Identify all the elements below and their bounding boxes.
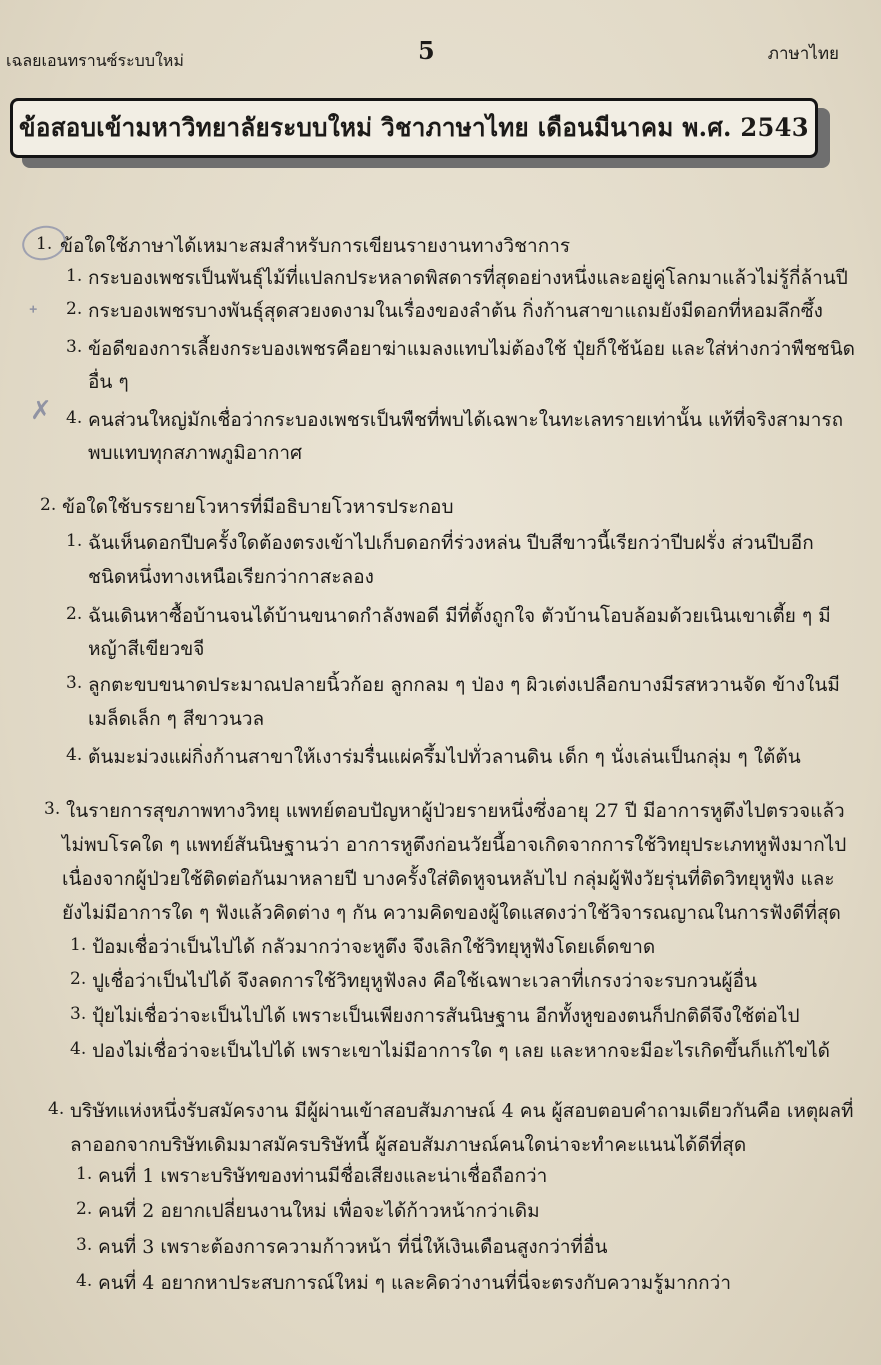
choice-number: 2. (70, 969, 87, 989)
choice-text-line: คนที่ 2 อยากเปลี่ยนงานใหม่ เพื่อจะได้ก้าวหน้ากว่าเดิม (98, 1200, 540, 1222)
choice-text-line: ฉันเห็นดอกปีบครั้งใดต้องตรงเข้าไปเก็บดอกที่ร่วงหล่น ปีบสีขาวนี้เรียกว่าปีบฝรั่ง ส่วนปีบอีก (88, 532, 814, 554)
choice-number: 3. (66, 337, 83, 357)
choice-text-line: ต้นมะม่วงแผ่กิ่งก้านสาขาให้เงาร่มรื่นแผ่ครึ้มไปทั่วลานดิน เด็ก ๆ นั่งเล่นเป็นกลุ่ม ๆ ใต้ต้น (88, 746, 801, 768)
choice-text-line: ปูเชื่อว่าเป็นไปได้ จึงลดการใช้วิทยุหูฟังลง คือใช้เฉพาะเวลาที่เกรงว่าจะรบกวนผู้อื่น (92, 970, 758, 992)
choice-text-line: คนที่ 4 อยากหาประสบการณ์ใหม่ ๆ และคิดว่างานที่นี่จะตรงกับความรู้มากกว่า (98, 1272, 732, 1294)
question-stem-line: ไม่พบโรคใด ๆ แพทย์สันนิษฐานว่า อาการหูตึงก่อนวัยนี้อาจเกิดจากการใช้วิทยุประเภทหูฟังมากไป (62, 834, 847, 856)
choice-number: 3. (76, 1235, 93, 1255)
choice-text-line: ชนิดหนึ่งทางเหนือเรียกว่ากาสะลอง (88, 566, 374, 588)
choice-text-line: หญ้าสีเขียวขจี (88, 638, 205, 660)
choice-number: 1. (70, 935, 87, 955)
choice-text-line: ปุ้ยไม่เชื่อว่าจะเป็นไปได้ เพราะเป็นเพียงการสันนิษฐาน อีกทั้งหูของตนก็ปกติดีจึงใช้ต่อไป (92, 1005, 800, 1027)
choice-text-line: ป้อมเชื่อว่าเป็นไปได้ กลัวมากว่าจะหูตึง จึงเลิกใช้วิทยุหูฟังโดยเด็ดขาด (92, 936, 656, 958)
running-header-left: เฉลยเอนทรานซ์ระบบใหม่ (6, 51, 184, 70)
question-number: 4. (48, 1099, 65, 1119)
question-number: 1. (36, 234, 53, 254)
question-stem-line: ในรายการสุขภาพทางวิทยุ แพทย์ตอบปัญหาผู้ป่วยรายหนึ่งซึ่งอายุ 27 ปี มีอาการหูตึงไปตรวจแล้ว (66, 800, 845, 822)
question-stem-line: เนื่องจากผู้ป่วยใช้ติดต่อกันมาหลายปี บางครั้งใส่ติดหูจนหลับไป กลุ่มผู้ฟังวัยรุ่นที่ติดวิทยุหูฟัง และ (62, 868, 835, 890)
choice-number: 4. (70, 1039, 87, 1059)
choice-text-line: คนที่ 3 เพราะต้องการความก้าวหน้า ที่นี่ให้เงินเดือนสูงกว่าที่อื่น (98, 1236, 608, 1258)
choice-text-line: เมล็ดเล็ก ๆ สีขาวนวล (88, 708, 265, 730)
pen-tick-mark: ᐩ (28, 300, 39, 330)
choice-text-line: คนที่ 1 เพราะบริษัทของท่านมีชื่อเสียงและน่าเชื่อถือกว่า (98, 1165, 548, 1187)
choice-number: 4. (76, 1271, 93, 1291)
question-number: 3. (44, 799, 61, 819)
choice-number: 1. (66, 531, 83, 551)
question-stem-line: ข้อใดใช้บรรยายโวหารที่มีอธิบายโวหารประกอบ (62, 496, 454, 518)
question-stem-line: ยังไม่มีอาการใด ๆ ฟังแล้วคิดต่าง ๆ กัน ความคิดของผู้ใดแสดงว่าใช้วิจารณญาณในการฟังดีที่สุด (62, 902, 841, 924)
pen-cross-mark: ✗ (30, 396, 52, 426)
choice-number: 2. (66, 604, 83, 624)
choice-text-line: ลูกตะขบขนาดประมาณปลายนิ้วก้อย ลูกกลม ๆ ป่อง ๆ ผิวเต่งเปลือกบางมีรสหวานจัด ข้างในมี (88, 674, 840, 696)
page-number: 5 (418, 36, 435, 65)
choice-number: 3. (66, 673, 83, 693)
choice-text-line: กระบองเพชรเป็นพันธุ์ไม้ที่แปลกประหลาดพิสดารที่สุดอย่างหนึ่งและอยู่คู่โลกมาแล้วไม่รู้กี่ล้านปี (88, 267, 848, 289)
choice-number: 1. (76, 1164, 93, 1184)
choice-text-line: ข้อดีของการเลี้ยงกระบองเพชรคือยาฆ่าแมลงแทบไม่ต้องใช้ ปุ๋ยก็ใช้น้อย และใส่ห่างกว่าพืชชนิด (88, 338, 856, 360)
choice-text-line: อื่น ๆ (88, 371, 129, 393)
choice-text-line: กระบองเพชรบางพันธุ์สุดสวยงดงามในเรื่องของลำต้น กิ่งก้านสาขาแถมยังมีดอกที่หอมลึกซึ้ง (88, 300, 823, 322)
question-stem-line: ลาออกจากบริษัทเดิมมาสมัครบริษัทนี้ ผู้สอบสัมภาษณ์คนใดน่าจะทำคะแนนได้ดีที่สุด (70, 1134, 747, 1156)
choice-number: 1. (66, 266, 83, 286)
choice-number: 2. (66, 299, 83, 319)
choice-number: 4. (66, 408, 83, 428)
running-header-right: ภาษาไทย (767, 44, 839, 64)
choice-text-line: พบแทบทุกสภาพภูมิอากาศ (88, 442, 303, 464)
question-number: 2. (40, 495, 57, 515)
choice-number: 4. (66, 745, 83, 765)
question-stem-line: ข้อใดใช้ภาษาได้เหมาะสมสำหรับการเขียนรายงานทางวิชาการ (60, 235, 571, 257)
question-stem-line: บริษัทแห่งหนึ่งรับสมัครงาน มีผู้ผ่านเข้าสอบสัมภาษณ์ 4 คน ผู้สอบตอบคำถามเดียวกันคือ เหตุผลที่ (70, 1100, 854, 1122)
choice-text-line: ปองไม่เชื่อว่าจะเป็นไปได้ เพราะเขาไม่มีอาการใด ๆ เลย และหากจะมีอะไรเกิดขึ้นก็แก้ไขได้ (92, 1040, 830, 1062)
exam-title: ข้อสอบเข้ามหาวิทยาลัยระบบใหม่ วิชาภาษาไทย เดือนมีนาคม พ.ศ. 2543 (19, 113, 809, 142)
choice-text-line: ฉันเดินหาซื้อบ้านจนได้บ้านขนาดกำลังพอดี มีที่ตั้งถูกใจ ตัวบ้านโอบล้อมด้วยเนินเขาเตี้ย ๆ มี (88, 605, 831, 627)
choice-number: 3. (70, 1004, 87, 1024)
choice-text-line: คนส่วนใหญ่มักเชื่อว่ากระบองเพชรเป็นพืชที่พบได้เฉพาะในทะเลทรายเท่านั้น แท้ที่จริงสามารถ (88, 409, 844, 431)
choice-number: 2. (76, 1199, 93, 1219)
